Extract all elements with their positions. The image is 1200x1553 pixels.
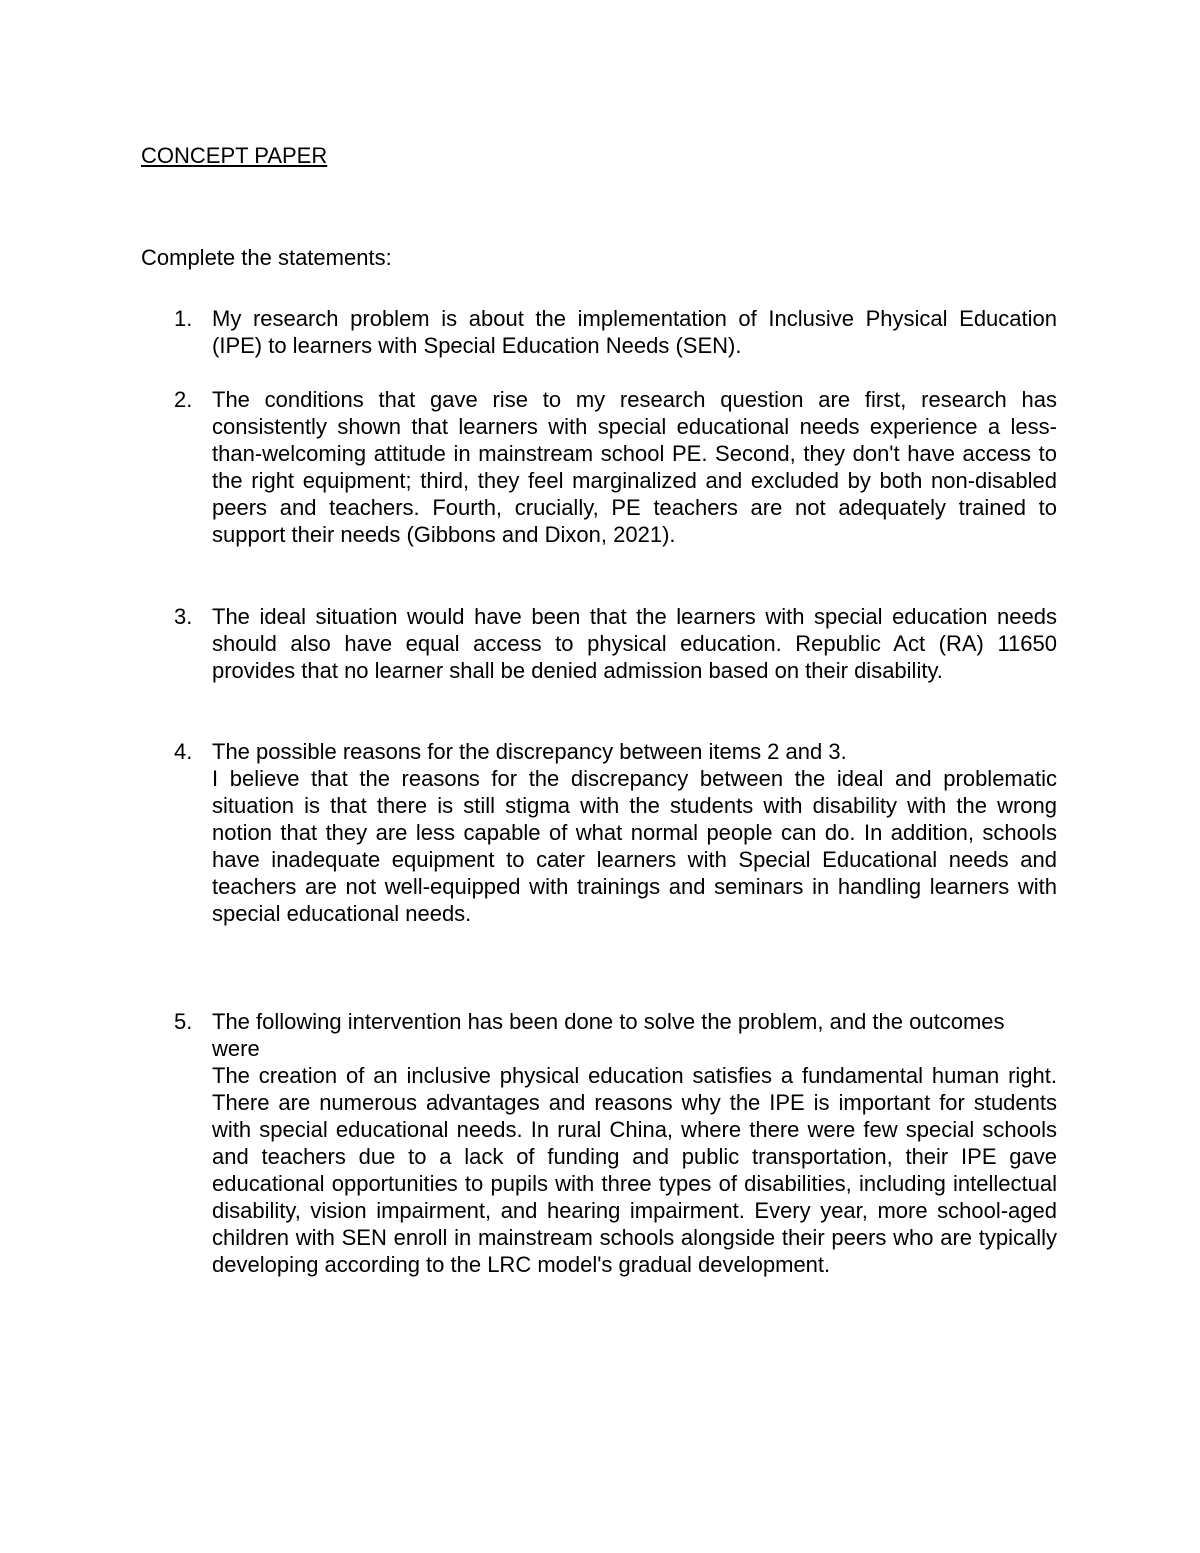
item-text: My research problem is about the implementation of Inclusive Physical Education (IPE) to learners with Special Education Needs (SEN). [212, 306, 1057, 358]
instruction-text: Complete the statements: [141, 245, 392, 270]
item-lead: The possible reasons for the discrepancy between items 2 and 3. [212, 739, 847, 764]
item-body [212, 738, 1057, 927]
list-item [141, 1008, 1057, 1278]
list-item [141, 386, 1057, 548]
item-number: 3. [174, 604, 193, 629]
list-item [141, 738, 1057, 927]
item-number: 2. [174, 387, 193, 412]
item-number: 1. [174, 306, 193, 331]
item-body [212, 1008, 1057, 1278]
list-item [141, 305, 1057, 359]
item-lead: The following intervention has been done to solve the problem, and the outcomes were [212, 1009, 1005, 1061]
item-body [212, 603, 1057, 684]
item-body [212, 386, 1057, 548]
item-text: The conditions that gave rise to my research question are first, research has consistently shown that learners with special educational needs experience a less-than-welcoming attitude in mainstream school PE. Second, they don't have access to the right equipment; third, they feel marginalized and excluded by both non-disabled peers and teachers. Fourth, crucially, PE teachers are not adequately trained to support their needs (Gibbons and Dixon, 2021). [212, 387, 1057, 547]
list-item [141, 603, 1057, 684]
item-text: The ideal situation would have been that the learners with special education needs should also have equal access to physical education. Republic Act (RA) 11650 provides that no learner shall be denied admission based on their disability. [212, 604, 1057, 683]
item-text: The creation of an inclusive physical education satisfies a fundamental human right. There are numerous advantages and reasons why the IPE is important for students with special educational needs. In rural China, where there were few special schools and teachers due to a lack of funding and public transportation, their IPE gave educational opportunities to pupils with three types of disabilities, including intellectual disability, vision impairment, and hearing impairment. Every year, more school-aged children with SEN enroll in mainstream schools alongside their peers who are typically developing according to the LRC model's gradual development. [212, 1063, 1057, 1277]
item-number: 5. [174, 1009, 193, 1034]
item-number: 4. [174, 739, 193, 764]
item-body [212, 305, 1057, 359]
item-text: I believe that the reasons for the discrepancy between the ideal and problematic situation is that there is still stigma with the students with disability with the wrong notion that they are less capable of what normal people can do. In addition, schools have inadequate equipment to cater learners with Special Educational needs and teachers are not well-equipped with trainings and seminars in handling learners with special educational needs. [212, 766, 1057, 926]
document-title: CONCEPT PAPER [141, 143, 328, 168]
